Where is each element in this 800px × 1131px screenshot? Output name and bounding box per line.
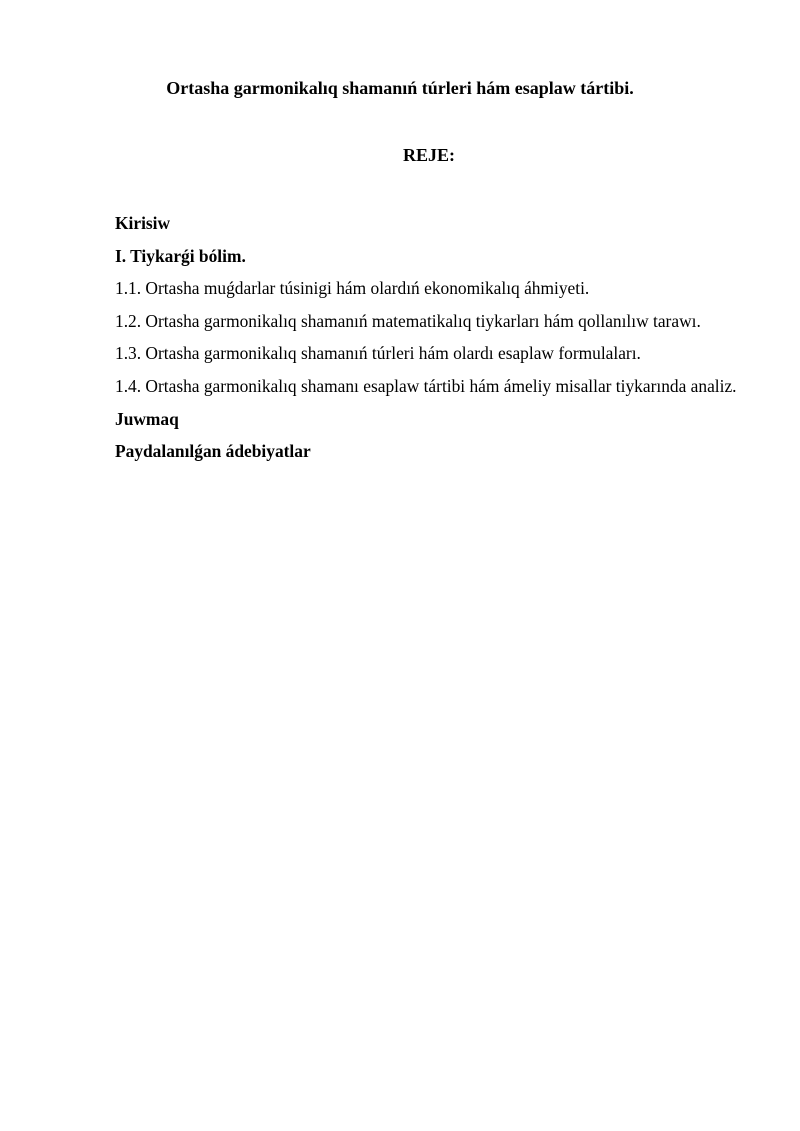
toc-item-1-4: 1.4. Ortasha garmonikalıq shamanı esaplaw tártibi hám ámeliy misallar tiykarında analiz. — [115, 375, 737, 396]
document-title: Ortasha garmonikalıq shamanıń túrleri hám esaplaw tártibi. — [166, 78, 634, 98]
toc-references: Paydalanılǵan ádebiyatlar — [115, 441, 311, 462]
toc-item-1-2: 1.2. Ortasha garmonikalıq shamanıń matematikalıq tiykarları hám qollanılıw tarawı. — [115, 310, 701, 331]
toc-conclusion: Juwmaq — [115, 408, 179, 429]
plan-heading-text: REJE: — [402, 145, 455, 165]
toc-item-1-1: 1.1. Ortasha muǵdarlar túsinigi hám olardıń ekonomikalıq áhmiyeti. — [115, 278, 590, 299]
toc-item-1-3: 1.3. Ortasha garmonikalıq shamanıń túrleri hám olardı esaplaw formulaları. — [115, 343, 641, 364]
plan-heading — [0, 143, 800, 167]
table-of-contents — [115, 207, 742, 468]
toc-introduction: Kirisiw — [115, 213, 171, 233]
toc-main-part: I. Tiykarǵi bólim. — [115, 245, 246, 266]
